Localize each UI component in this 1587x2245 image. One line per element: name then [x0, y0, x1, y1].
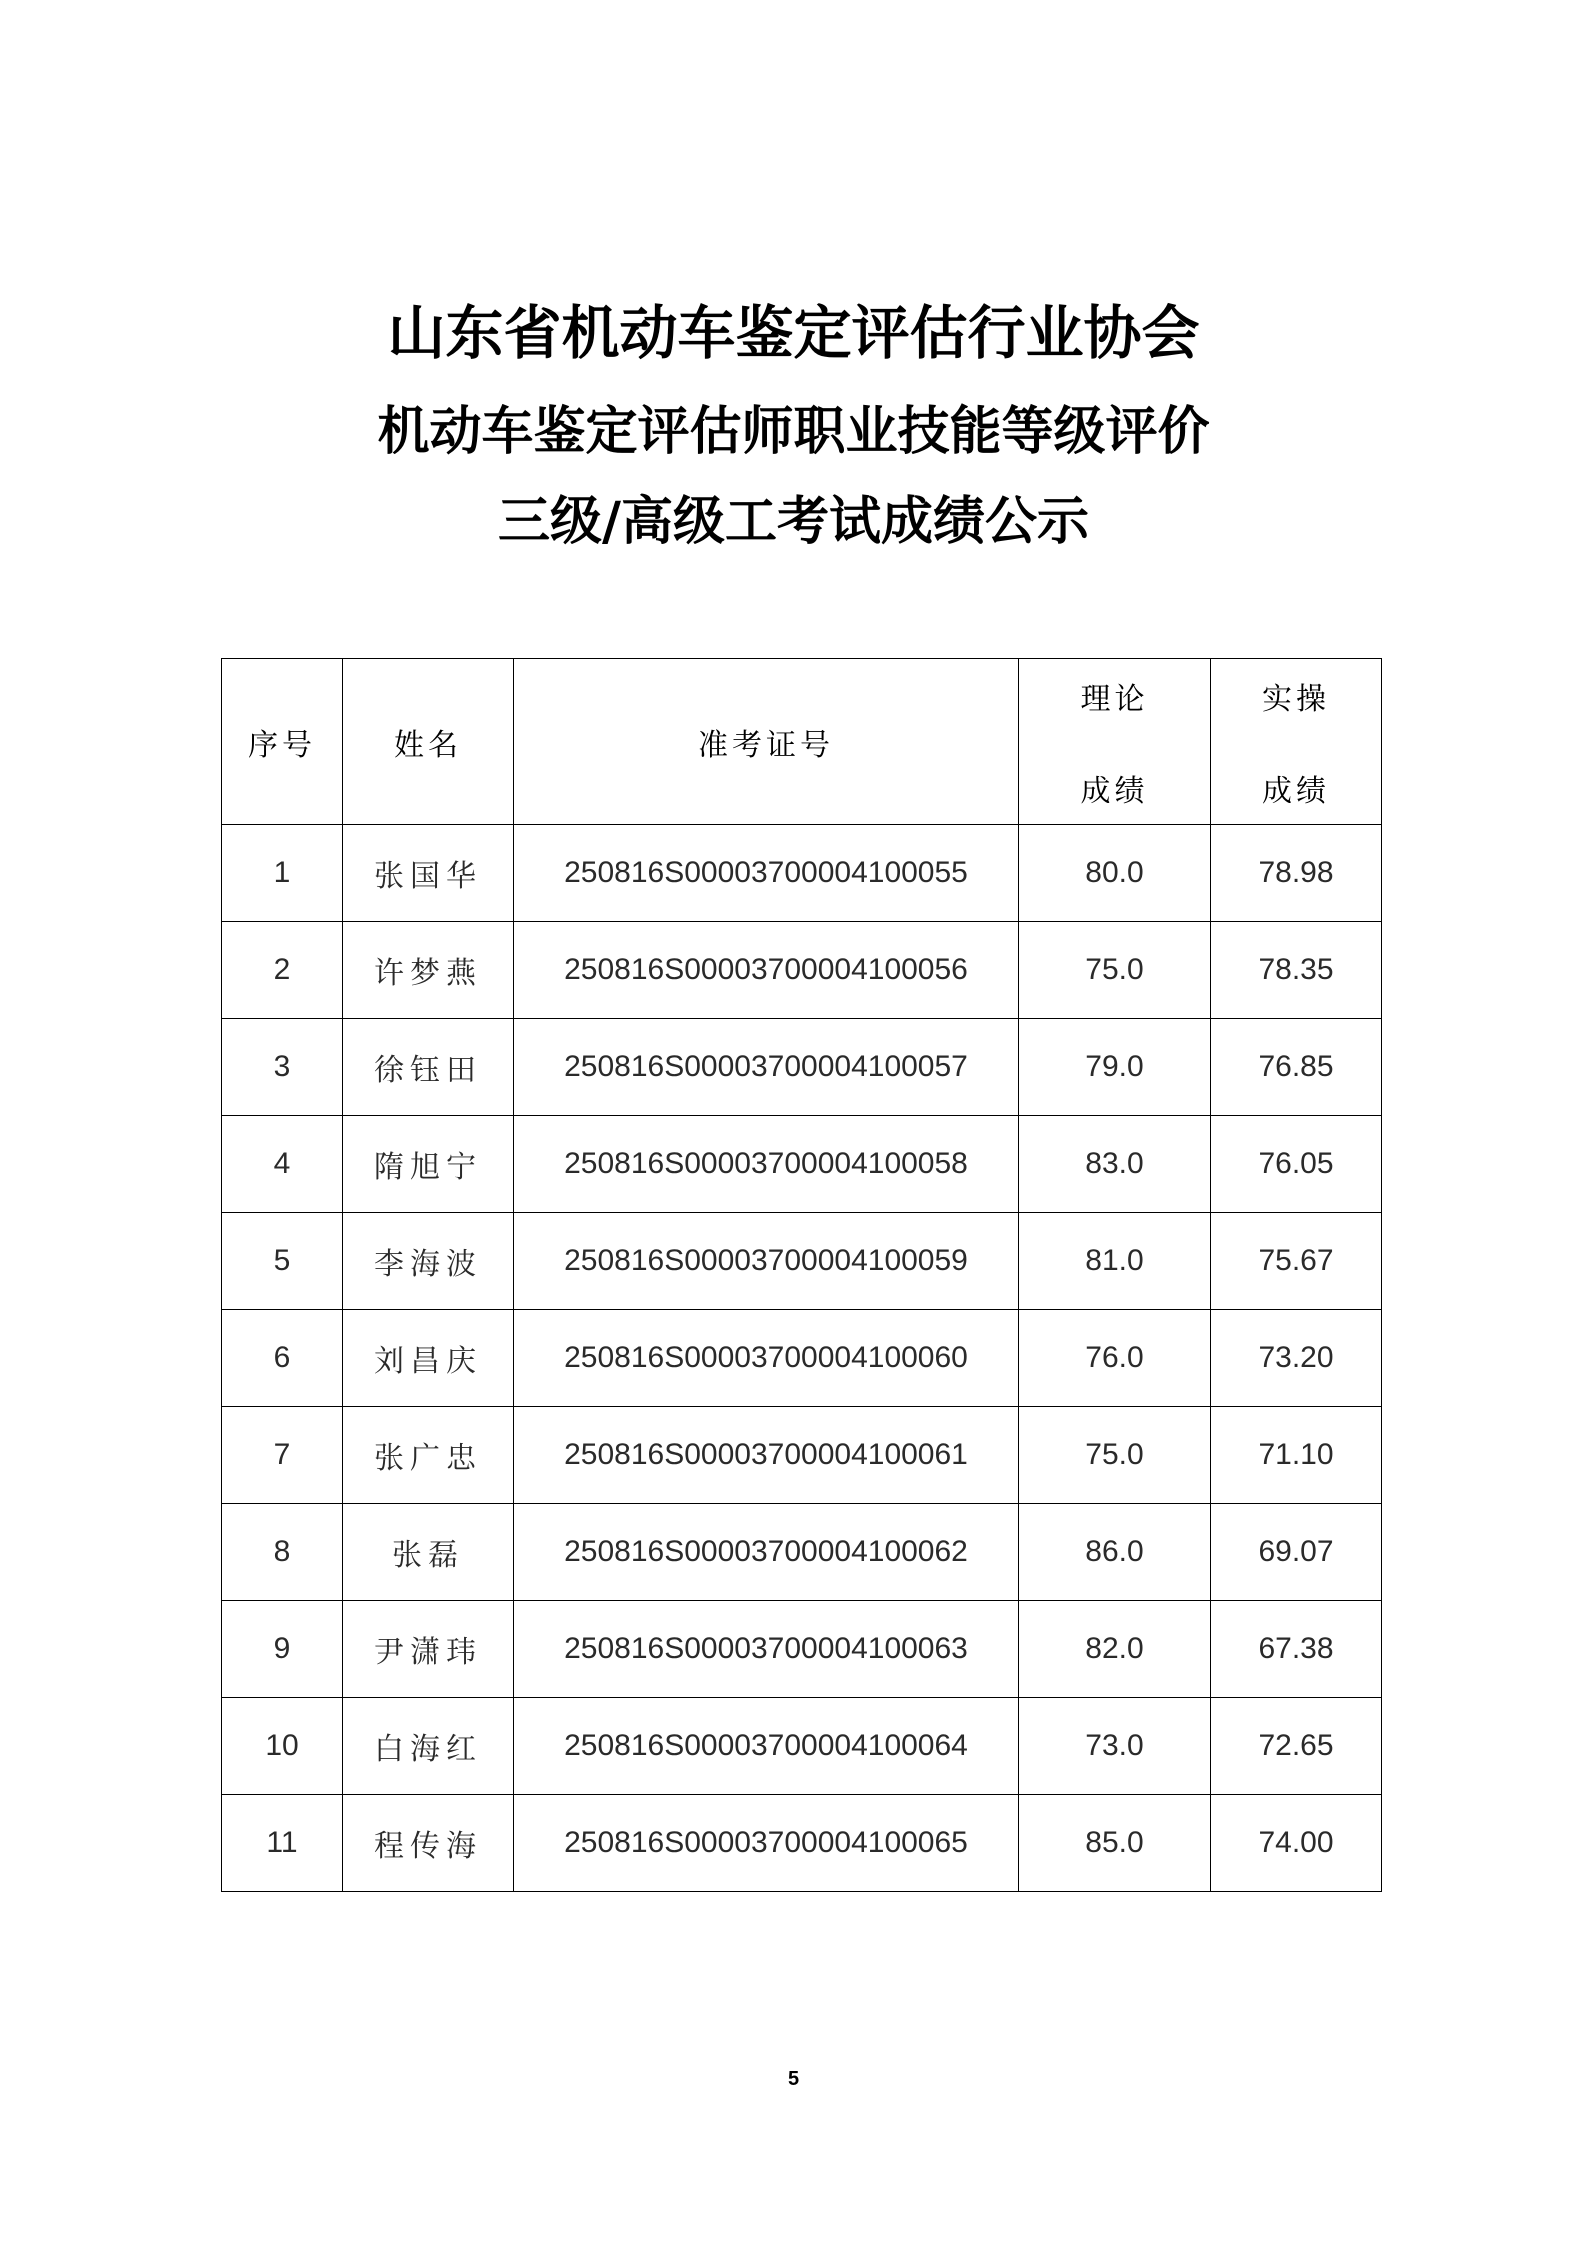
cell-ticket: 250816S00003700004100058 [514, 1116, 1019, 1213]
cell-seq: 8 [222, 1504, 343, 1601]
header-seq: 序号 [222, 659, 343, 825]
cell-ticket: 250816S00003700004100061 [514, 1407, 1019, 1504]
cell-practice: 76.85 [1211, 1019, 1382, 1116]
table-row [222, 922, 1382, 1019]
cell-ticket: 250816S00003700004100060 [514, 1310, 1019, 1407]
cell-ticket: 250816S00003700004100055 [514, 825, 1019, 922]
cell-ticket: 250816S00003700004100056 [514, 922, 1019, 1019]
page-number: 5 [787, 2068, 800, 2090]
cell-ticket: 250816S00003700004100063 [514, 1601, 1019, 1698]
table-row [222, 1601, 1382, 1698]
cell-seq: 1 [222, 825, 343, 922]
cell-ticket: 250816S00003700004100062 [514, 1504, 1019, 1601]
cell-name: 隋旭宁 [343, 1116, 514, 1213]
cell-theory: 73.0 [1019, 1698, 1211, 1795]
cell-seq: 7 [222, 1407, 343, 1504]
table-row [222, 825, 1382, 922]
header-practice-line2: 成绩 [1262, 773, 1330, 809]
header-theory-line1: 理论 [1080, 681, 1149, 717]
cell-practice: 71.10 [1211, 1407, 1382, 1504]
cell-theory: 75.0 [1019, 922, 1211, 1019]
cell-ticket: 250816S00003700004100059 [514, 1213, 1019, 1310]
table-row [222, 1310, 1382, 1407]
cell-name: 白海红 [343, 1698, 514, 1795]
table-row [222, 1019, 1382, 1116]
table-row [222, 1213, 1382, 1310]
cell-practice: 76.05 [1211, 1116, 1382, 1213]
cell-theory: 81.0 [1019, 1213, 1211, 1310]
table-row [222, 1698, 1382, 1795]
header-practice [1211, 659, 1382, 825]
cell-theory: 82.0 [1019, 1601, 1211, 1698]
cell-seq: 10 [222, 1698, 343, 1795]
cell-practice: 73.20 [1211, 1310, 1382, 1407]
cell-name: 程传海 [343, 1795, 514, 1892]
cell-seq: 11 [222, 1795, 343, 1892]
header-practice-line1: 实操 [1262, 681, 1330, 717]
cell-seq: 5 [222, 1213, 343, 1310]
cell-name: 张磊 [343, 1504, 514, 1601]
cell-seq: 6 [222, 1310, 343, 1407]
cell-name: 李海波 [343, 1213, 514, 1310]
cell-practice: 78.35 [1211, 922, 1382, 1019]
cell-theory: 80.0 [1019, 825, 1211, 922]
cell-practice: 75.67 [1211, 1213, 1382, 1310]
cell-seq: 9 [222, 1601, 343, 1698]
cell-name: 刘昌庆 [343, 1310, 514, 1407]
table-row [222, 1407, 1382, 1504]
cell-seq: 4 [222, 1116, 343, 1213]
table-row [222, 1504, 1382, 1601]
cell-ticket: 250816S00003700004100057 [514, 1019, 1019, 1116]
cell-ticket: 250816S00003700004100064 [514, 1698, 1019, 1795]
cell-theory: 76.0 [1019, 1310, 1211, 1407]
cell-practice: 69.07 [1211, 1504, 1382, 1601]
header-theory [1019, 659, 1211, 825]
table-row [222, 1795, 1382, 1892]
cell-seq: 3 [222, 1019, 343, 1116]
cell-practice: 74.00 [1211, 1795, 1382, 1892]
cell-name: 张国华 [343, 825, 514, 922]
header-ticket: 准考证号 [514, 659, 1019, 825]
table-row [222, 1116, 1382, 1213]
cell-name: 尹潇玮 [343, 1601, 514, 1698]
cell-name: 徐钰田 [343, 1019, 514, 1116]
table-header-row [222, 659, 1382, 825]
cell-practice: 67.38 [1211, 1601, 1382, 1698]
cell-theory: 83.0 [1019, 1116, 1211, 1213]
cell-theory: 86.0 [1019, 1504, 1211, 1601]
cell-name: 张广忠 [343, 1407, 514, 1504]
cell-theory: 75.0 [1019, 1407, 1211, 1504]
cell-practice: 72.65 [1211, 1698, 1382, 1795]
document-subtitle: 机动车鉴定评估师职业技能等级评价 [377, 401, 1210, 462]
cell-theory: 85.0 [1019, 1795, 1211, 1892]
score-table [221, 658, 1382, 1892]
document-subtitle-2: 三级/高级工考试成绩公示 [498, 491, 1089, 552]
header-name: 姓名 [343, 659, 514, 825]
cell-ticket: 250816S00003700004100065 [514, 1795, 1019, 1892]
cell-practice: 78.98 [1211, 825, 1382, 922]
document-title: 山东省机动车鉴定评估行业协会 [387, 299, 1200, 367]
cell-theory: 79.0 [1019, 1019, 1211, 1116]
cell-seq: 2 [222, 922, 343, 1019]
header-theory-line2: 成绩 [1080, 773, 1149, 809]
cell-name: 许梦燕 [343, 922, 514, 1019]
